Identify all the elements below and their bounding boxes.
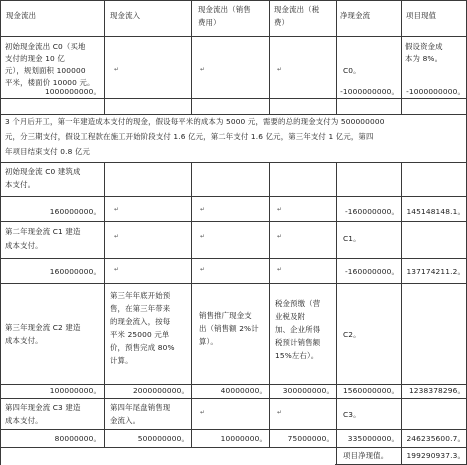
grid-line [0,283,467,284]
npv-label: 项目净现值。 [343,451,389,460]
r1-pv-note-line: 本为 8%。 [405,54,443,63]
header-sales-outflow-2: 费用） [198,18,221,27]
header-outflow: 现金流出 [6,11,37,20]
grid-line [191,0,192,114]
r2-desc-line: 初始现金流 C0 建筑成 [5,167,81,176]
paragraph-mark-icon: ↵ [277,233,283,240]
paragraph-mark-icon: ↵ [200,66,206,73]
r4-tax-desc-line: 业税及附 [275,312,306,321]
paragraph-mark-icon: ↵ [200,409,206,416]
header-present-value: 项目现值 [406,11,437,20]
r5-sales-value: 10000000。 [220,434,267,443]
grid-line [191,162,192,448]
r4-sales-desc-line: 算）。 [199,337,218,346]
header-tax-outflow-2: 费） [274,18,290,27]
r1-desc-line: 支付的现金 10 亿 [5,54,65,63]
paragraph-mark-icon: ↵ [277,266,283,273]
grid-line [0,258,467,259]
paragraph-mark-icon: ↵ [277,409,283,416]
r4-tax-desc-line: 税预计销售额 [275,338,321,347]
r2-pv-value: 145148148.1。 [406,207,465,216]
grid-line [269,0,270,114]
r5-inflow-value: 500000000。 [137,434,189,443]
grid-line [0,447,467,448]
header-tax-outflow-1: 现金流出（税 [274,5,320,14]
r2-outflow-value: 160000000。 [49,207,101,216]
header-inflow: 现金流入 [110,11,141,20]
r4-desc-line: 第三年现金流 C2 建造 [5,323,81,332]
r5-net-value: 335000000。 [347,434,399,443]
r5-inflow-desc-line: 第四年尾盘销售现 [110,403,171,412]
paragraph-mark-icon: ↵ [114,233,120,240]
r4-inflow-value: 2000000000。 [132,386,189,395]
paragraph-mark-icon: ↵ [114,266,120,273]
note-line: 年项目结束支付 0.8 亿元 [5,147,91,156]
r1-cashflow-label: C0。 [343,66,361,75]
r5-desc-line: 第四年现金流 C3 建造 [5,403,81,412]
header-sales-outflow-1: 现金流出（销售 [198,5,251,14]
paragraph-mark-icon: ↵ [277,206,283,213]
r1-desc-line: 初始现金流出 C0（买地 [5,42,86,51]
r5-tax-value: 75000000。 [287,434,334,443]
r3-pv-value: 137174211.2。 [406,267,465,276]
r1-pv-note-line: 假设资金成 [405,42,443,51]
r4-sales-value: 40000000。 [220,386,267,395]
paragraph-mark-icon: ↵ [200,233,206,240]
grid-line [104,162,105,448]
paragraph-mark-icon: ↵ [200,266,206,273]
r4-cashflow-label: C2。 [343,330,361,339]
header-net-cash-flow: 净现金流 [340,11,371,20]
r5-inflow-desc-line: 金流入。 [110,416,141,425]
r3-outflow-value: 160000000。 [49,267,101,276]
r2-net-value: -160000000。 [344,207,399,216]
r4-outflow-value: 100000000。 [49,386,101,395]
grid-line [0,36,467,37]
r4-tax-desc-line: 加、企业所得 [275,325,321,334]
grid-line [0,221,467,222]
r4-tax-desc-line: 15%左右）。 [275,351,319,360]
grid-line [0,114,467,115]
paragraph-mark-icon: ↵ [277,66,283,73]
r3-net-value: -160000000。 [344,267,399,276]
r4-inflow-desc-line: 售，在第三年带来 [110,304,171,313]
r3-cashflow-label: C1。 [343,234,361,243]
grid-line [104,0,105,114]
paragraph-mark-icon: ↵ [114,206,120,213]
grid-line [0,196,467,197]
note-line: 元，分三期支付，假设工程款在施工开始阶段支付 1.6 亿元，第二年支付 1.6 亿元，第三年支付 1 亿元，第四 [5,132,374,141]
grid-line [0,0,467,1]
grid-line [0,162,467,163]
r4-pv-value: 1238378296。 [408,386,465,395]
r4-net-value: 1560000000。 [342,386,399,395]
r1-net-value: -1000000000。 [340,87,399,96]
r1-pv-value: -1000000000。 [406,87,465,96]
r4-sales-desc-line: 出（销售额 2%计 [199,324,259,333]
r5-cashflow-label: C3。 [343,410,361,419]
r4-inflow-desc-line: 的现金流入，按每 [110,317,171,326]
grid-line [269,162,270,448]
note-line: 3 个月后开工，第一年建造成本支付的现金，假设每平米的成本为 5000 元，需要的总的现金支付为 500000000 [5,117,385,126]
r4-inflow-desc-line: 价，预售完成 80% [110,343,175,352]
r1-outflow-value: 1000000000。 [44,87,101,96]
r5-desc-line: 成本支付。 [5,416,43,425]
r3-desc-line: 成本支付。 [5,241,43,250]
r4-inflow-desc-line: 平米 25000 元单 [110,330,170,339]
r1-desc-line: 元），规划面积 100000 [5,66,86,75]
npv-value: 199290937.3。 [406,451,465,460]
r4-sales-desc-line: 销售推广现金支 [199,311,252,320]
r1-desc-line: 平米，楼面价 10000 元。 [5,78,95,87]
grid-line [0,429,467,430]
paragraph-mark-icon: ↵ [200,206,206,213]
r4-desc-line: 成本支付。 [5,336,43,345]
r4-tax-value: 300000000。 [282,386,334,395]
r4-inflow-desc-line: 计算。 [110,356,133,365]
r5-outflow-value: 80000000。 [54,434,101,443]
r2-desc-line: 本支付。 [5,180,36,189]
r4-inflow-desc-line: 第三年年底开始预 [110,291,171,300]
r3-desc-line: 第二年现金流 C1 建造 [5,227,81,236]
r5-pv-value: 246235600.7。 [406,434,465,443]
grid-line [0,398,467,399]
paragraph-mark-icon: ↵ [114,66,120,73]
r4-tax-desc-line: 税金预缴（营 [275,299,321,308]
